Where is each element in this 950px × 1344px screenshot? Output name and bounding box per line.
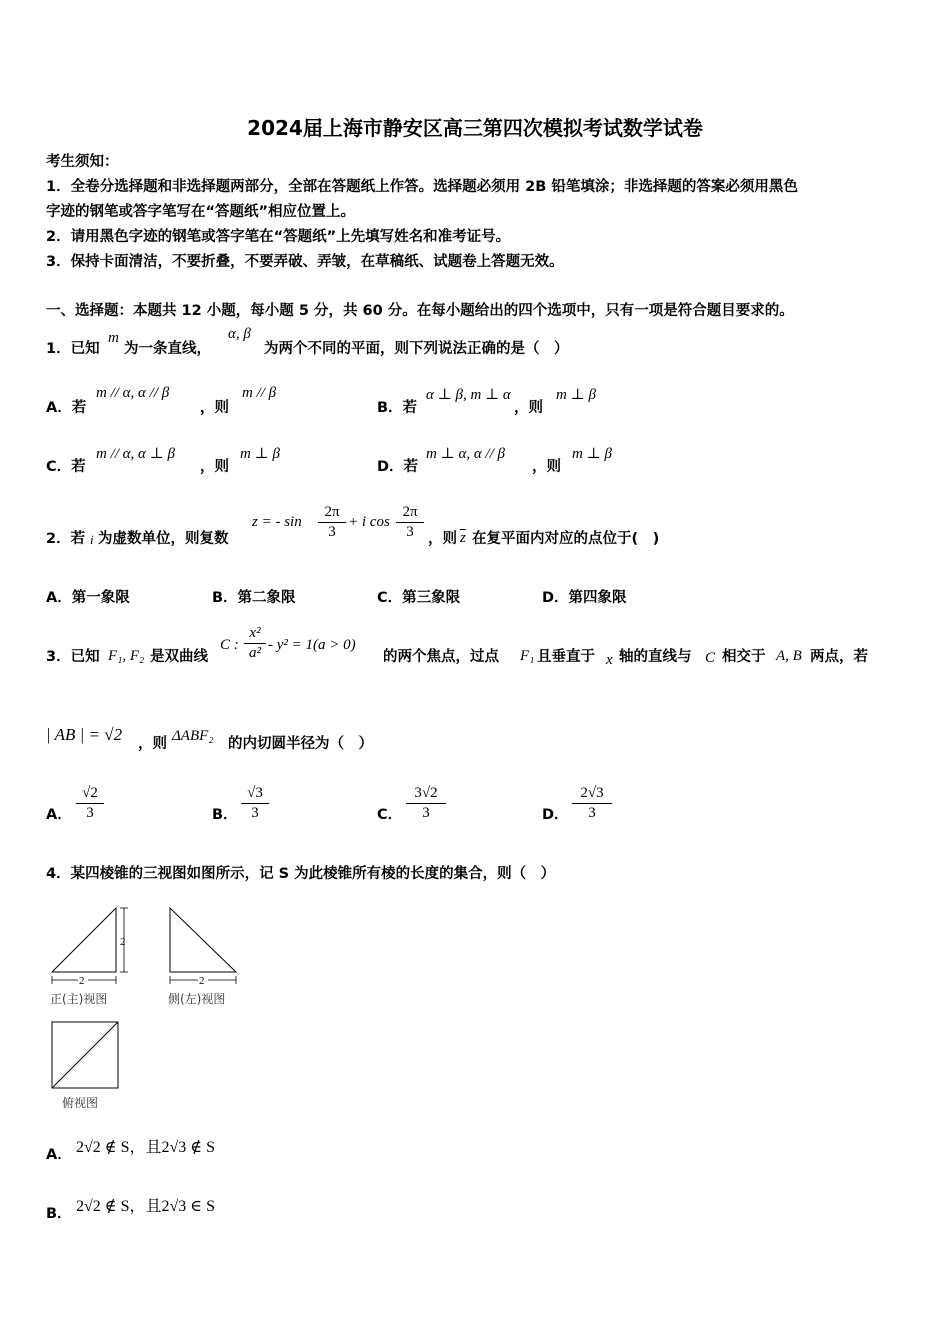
notice-line-1b: 字迹的钢笔或答字笔写在“答题纸”相应位置上。 (46, 204, 356, 220)
q3-f1f2: F₁, F₂ (108, 648, 145, 664)
q2-fraction-2-den: 3 (406, 524, 414, 540)
front-view-triangle (52, 908, 116, 972)
q1-alpha-beta: α, β (228, 326, 251, 342)
q3-option-c-den: 3 (422, 805, 430, 821)
q3-option-d-frac (572, 784, 612, 823)
q1-option-c-label: C．若 (46, 459, 86, 475)
q1-m: m (108, 330, 119, 346)
q3-option-a-label: A． (46, 807, 72, 823)
front-view-caption: 正(主)视图 (50, 992, 108, 1006)
q1-option-c-res: m ⊥ β (240, 446, 280, 462)
front-view-width-label: 2 (79, 975, 85, 986)
side-view-triangle (170, 908, 236, 972)
q3-stem-7: 两点，若 (810, 649, 868, 665)
q2-fraction-1-num: 2π (318, 503, 346, 523)
q2-option-d: D．第四象限 (542, 590, 627, 606)
q2-stem-1: 2．若 (46, 531, 86, 547)
top-view-diagram (50, 1020, 122, 1092)
q1-option-c-then: ，则 (200, 459, 229, 475)
q2-fraction-2-num: 2π (396, 503, 424, 523)
q1-option-a-cond: m // α, α // β (96, 385, 170, 401)
side-view-width-label: 2 (199, 975, 205, 986)
q3-option-c-num: 3√2 (406, 784, 446, 804)
notice-line-1a: 1．全卷分选择题和非选择题两部分，全部在答题纸上作答。选择题必须用 2B 铅笔填涂；非选择题的答案必须用黑色 (46, 179, 798, 195)
q1-option-d-cond: m ⊥ α, α // β (426, 446, 505, 462)
q1-option-b-res: m ⊥ β (556, 387, 596, 403)
q2-zbar: $\overline{z}$ (460, 530, 466, 546)
q3-option-b-label: B． (212, 807, 238, 823)
q3-option-c-frac (406, 784, 446, 823)
notice-heading: 考生须知： (46, 154, 119, 170)
q3-stem-5: 轴的直线与 (619, 649, 692, 665)
top-view-diagonal (52, 1022, 118, 1088)
q4-option-b-expr: 2√2 ∉ S，且2√3 ∈ S (76, 1198, 216, 1215)
q3-a2: a² (249, 645, 261, 661)
q1-stem-2: 为一条直线， (124, 341, 211, 357)
q3-stem-8: ，则 (138, 736, 167, 752)
q1-option-b-then: ，则 (514, 400, 543, 416)
q1-option-a-label: A．若 (46, 400, 87, 416)
q2-fraction-1-den: 3 (328, 524, 336, 540)
q4-option-a-label: A． (46, 1147, 72, 1163)
q1-option-d-res: m ⊥ β (572, 446, 612, 462)
q3-x2: x² (244, 624, 266, 644)
q3-stem-9: 的内切圆半径为（ ） (228, 736, 373, 752)
q3-f1: F₁ (520, 648, 535, 664)
q1-option-a-res: m // β (242, 385, 277, 401)
notice-line-2: 2．请用黑色字迹的钢笔或答字笔在“答题纸”上先填写姓名和准考证号。 (46, 229, 511, 245)
q1-option-b-label: B．若 (377, 400, 418, 416)
q1-option-c-cond: m // α, α ⊥ β (96, 446, 175, 462)
section-heading: 一、选择题：本题共 12 小题，每小题 5 分，共 60 分。在每小题给出的四个选项中，只有一项是符合题目要求的。 (46, 303, 794, 319)
q2-option-c: C．第三象限 (377, 590, 461, 606)
q3-option-d-den: 3 (588, 805, 596, 821)
page-title: 2024届上海市静安区高三第四次模拟考试数学试卷 (247, 116, 703, 140)
q1-stem-3: 为两个不同的平面，则下列说法正确的是（ ） (264, 341, 569, 357)
front-view-diagram (46, 904, 136, 986)
q3-stem-4: 且垂直于 (537, 649, 595, 665)
q1-stem-1: 1．已知 (46, 341, 100, 357)
q3-stem-3: 的两个焦点，过点 (383, 649, 499, 665)
q1-option-d-then: ，则 (532, 459, 561, 475)
q1-option-a-then: ，则 (200, 400, 229, 416)
q3-option-a-frac (76, 784, 104, 823)
q3-ab: A, B (776, 648, 802, 664)
q3-option-a-den: 3 (86, 805, 94, 821)
q3-c-colon: C : (220, 637, 239, 653)
q3-option-b-den: 3 (251, 805, 259, 821)
q4-option-a-expr: 2√2 ∉ S，且2√3 ∉ S (76, 1139, 216, 1156)
q2-option-b: B．第二象限 (212, 590, 296, 606)
q2-fraction-2 (396, 503, 424, 542)
q3-x: x (606, 652, 613, 668)
q3-option-c-label: C． (377, 807, 403, 823)
q3-option-a-num: √2 (76, 784, 104, 804)
q1-option-b-cond: α ⊥ β, m ⊥ α (426, 387, 511, 403)
q2-option-a: A．第一象限 (46, 590, 130, 606)
q3-stem-2: 是双曲线 (150, 649, 208, 665)
q4-stem: 4．某四棱锥的三视图如图所示，记 S 为此棱锥所有棱的长度的集合，则（ ） (46, 866, 556, 882)
side-view-caption: 侧(左)视图 (168, 992, 226, 1006)
q1-option-d-label: D．若 (377, 459, 419, 475)
q3-option-d-num: 2√3 (572, 784, 612, 804)
q3-option-b-num: √3 (241, 784, 269, 804)
q3-triangle: ΔABF₂ (172, 728, 214, 744)
q2-stem-2: 为虚数单位，则复数 (98, 531, 229, 547)
q3-c: C (705, 650, 716, 666)
notice-line-3: 3．保持卡面清洁，不要折叠，不要弄破、弄皱，在草稿纸、试题卷上答题无效。 (46, 254, 564, 270)
q2-stem-4: 在复平面内对应的点位于( ) (472, 531, 660, 547)
q3-option-d-label: D． (542, 807, 569, 823)
q2-z-eq: z = - sin (252, 514, 302, 530)
side-view-diagram (164, 904, 244, 986)
q2-fraction-1 (318, 503, 346, 542)
q2-stem-3: ，则 (428, 531, 457, 547)
q3-hyperbola-rest: - y² = 1(a > 0) (268, 637, 356, 653)
q2-plus-icos: + i cos (348, 514, 390, 530)
top-view-caption: 俯视图 (62, 1096, 99, 1110)
q3-abs-ab: | AB | = √2 (46, 725, 123, 744)
q3-stem-1: 3．已知 (46, 649, 100, 665)
q3-stem-6: 相交于 (722, 649, 766, 665)
q3-fraction-x2-a2 (244, 624, 266, 663)
q2-i: i (90, 532, 94, 547)
q4-option-b-label: B． (46, 1206, 72, 1222)
q3-option-b-frac (241, 784, 269, 823)
front-view-height-label: 2 (120, 936, 126, 948)
